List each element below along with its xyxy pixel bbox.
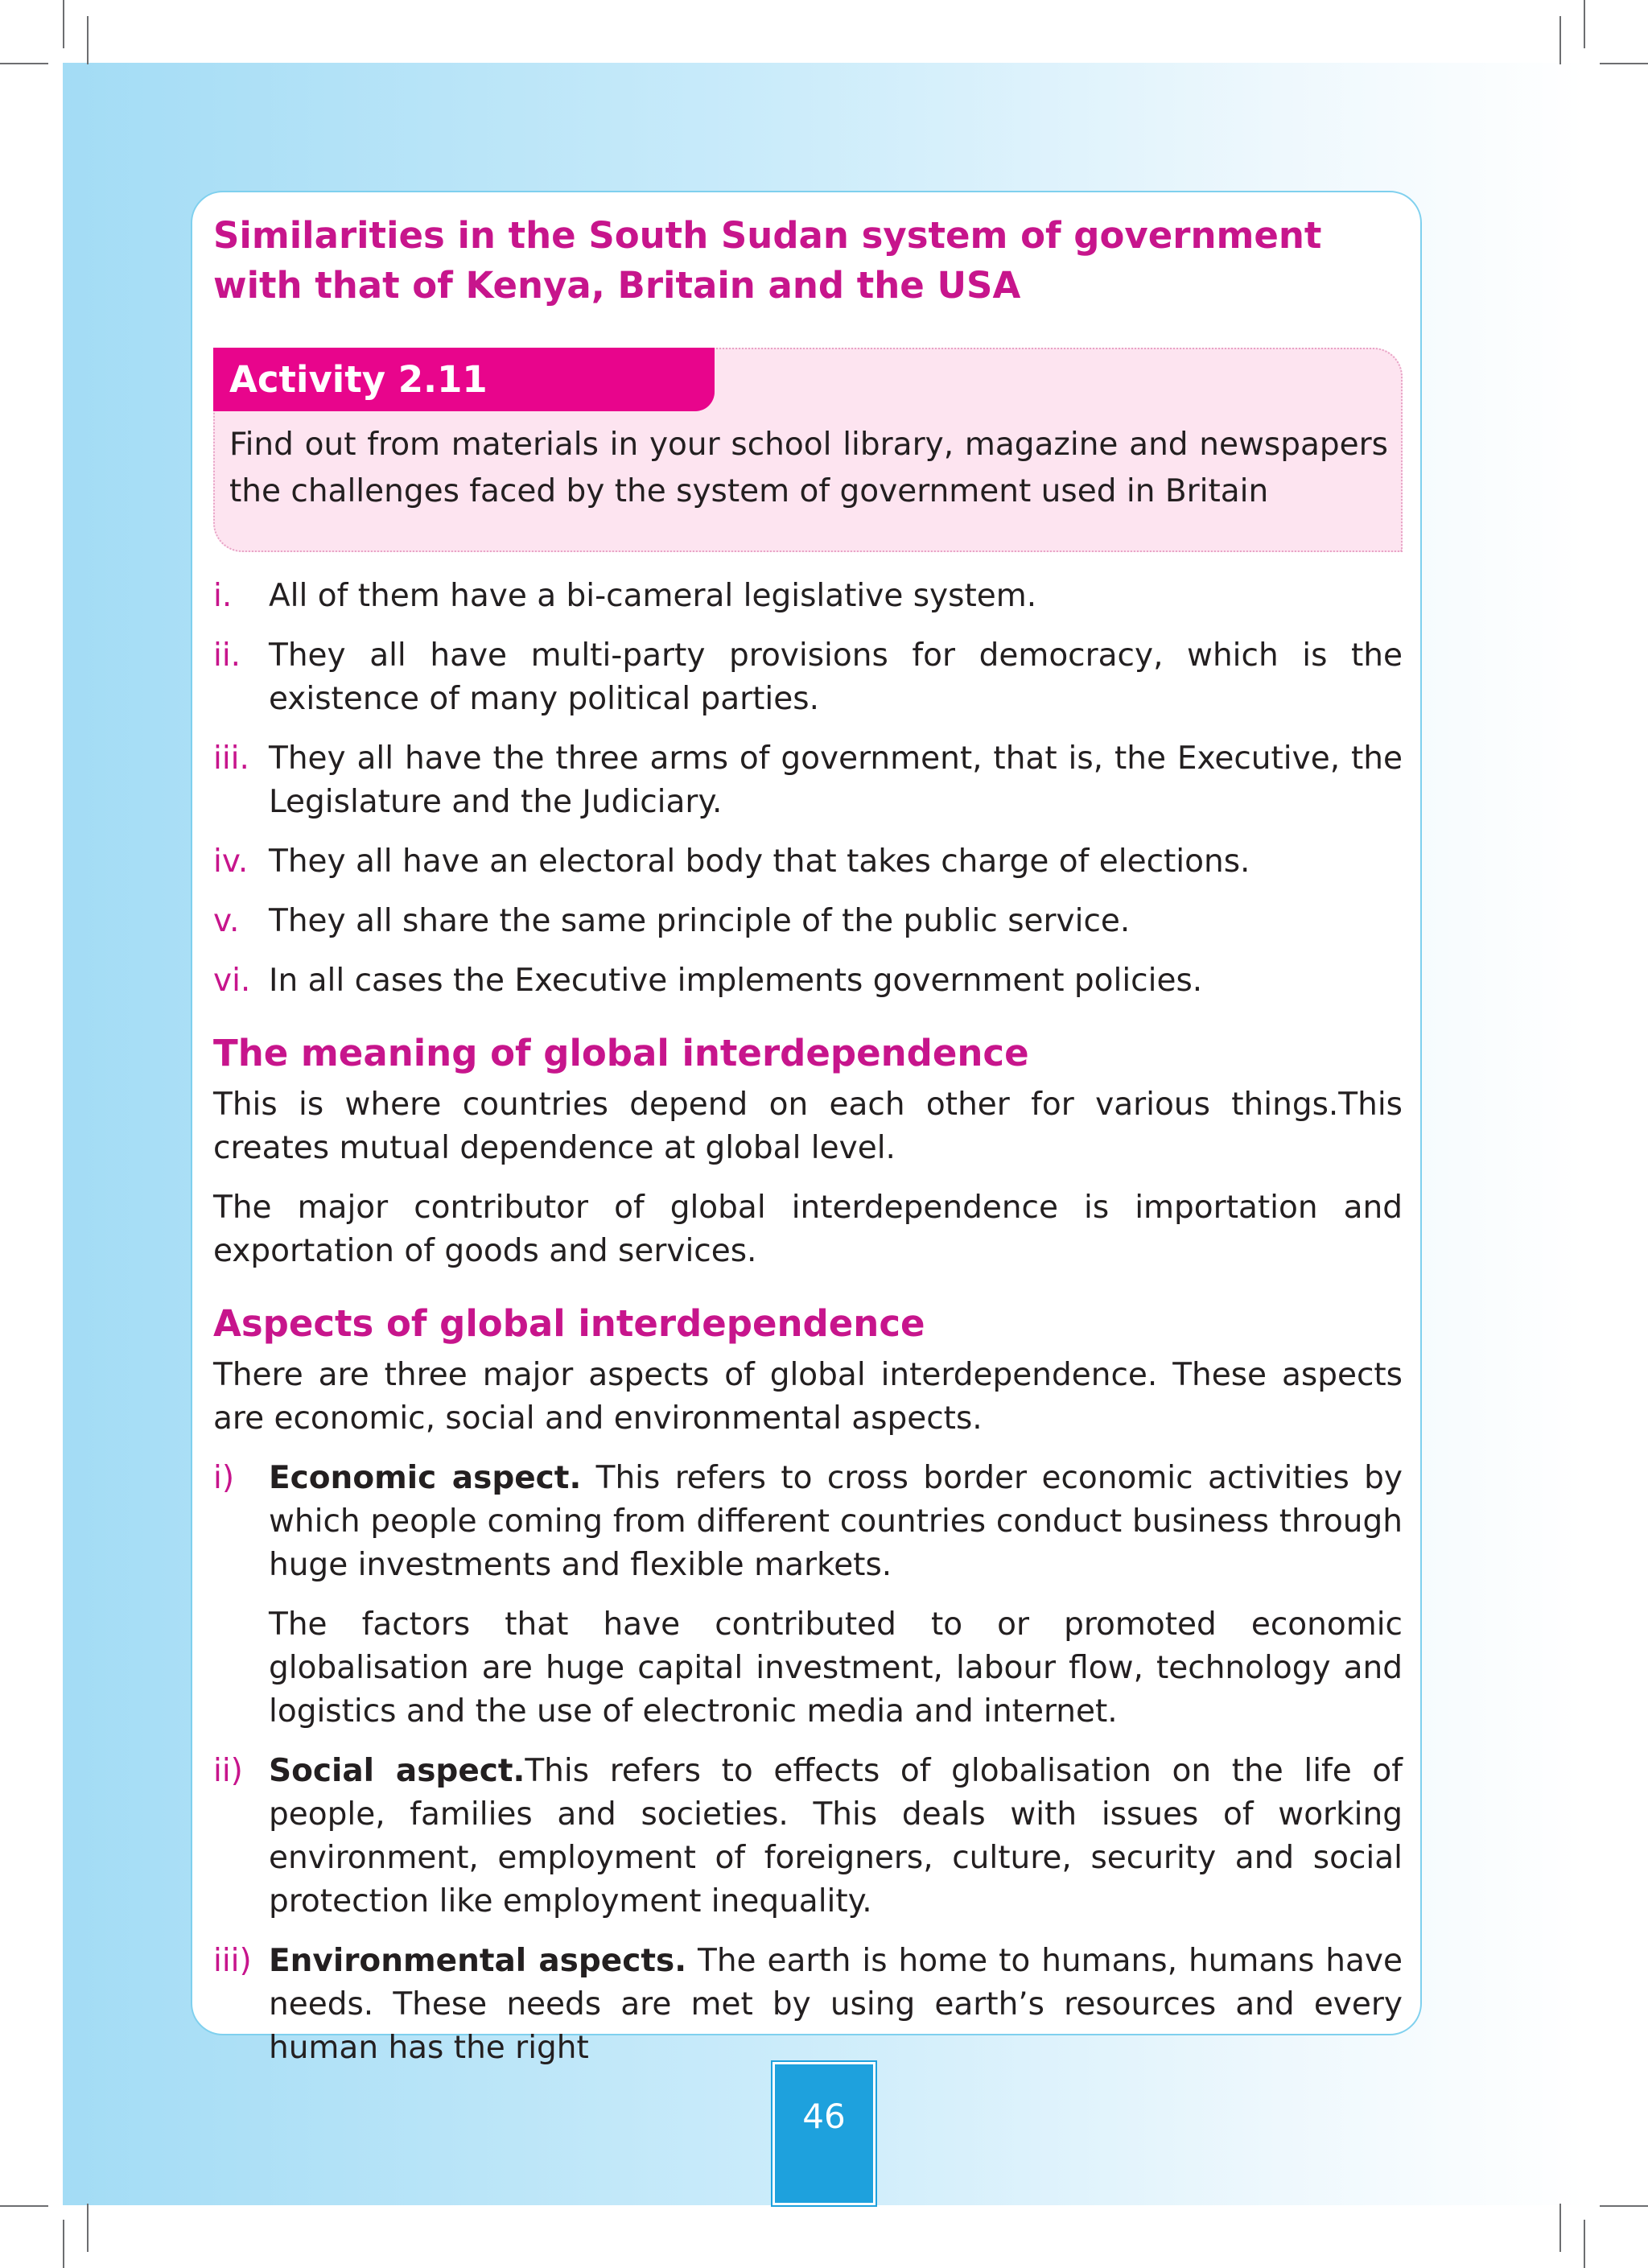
list-text: They all have multi-party provisions for democracy, which is the existence of many political parties.: [269, 637, 1403, 717]
paragraph: This is where countries depend on each other for various things.This creates mutual dependence at global level.: [213, 1087, 1403, 1166]
aspects-list: [213, 1457, 1403, 2070]
list-lead: Economic aspect.: [269, 1460, 582, 1496]
list-item: [213, 1750, 1403, 1924]
page-number-box: [772, 2062, 876, 2205]
crop-mark: [63, 2220, 64, 2268]
list-item: [213, 575, 1403, 618]
list-number: i.: [213, 578, 233, 614]
list-text: They all have an electoral body that takes charge of elections.: [269, 843, 1250, 880]
paragraph: The major contributor of global interdependence is importation and exportation of goods and services.: [213, 1190, 1403, 1269]
list-number: iii.: [213, 740, 249, 777]
crop-mark: [0, 63, 48, 64]
section-heading-aspects: Aspects of global interdependence: [213, 1302, 925, 1345]
list-lead: Social aspect.: [269, 1753, 525, 1789]
page-content: [213, 211, 1403, 2086]
crop-mark: [63, 0, 64, 48]
list-item: [213, 840, 1403, 884]
activity-text: Find out from materials in your school library, magazine and newspapers the challenges faced by the system of government used in Britain: [229, 427, 1388, 509]
list-number: ii.: [213, 637, 241, 674]
list-text: They all share the same principle of the public service.: [269, 903, 1131, 939]
crop-mark: [87, 16, 89, 64]
list-lead: Environmental aspects.: [269, 1943, 687, 1979]
list-item: [213, 1457, 1403, 1587]
list-text: They all have the three arms of government, that is, the Executive, the Legislature and the Judiciary.: [269, 740, 1403, 820]
list-item: [213, 634, 1403, 721]
list-item: [213, 1940, 1403, 2070]
crop-mark: [1600, 2205, 1648, 2207]
activity-box: [213, 348, 1403, 552]
list-text: In all cases the Executive implements government policies.: [269, 963, 1203, 999]
list-item: [213, 959, 1403, 1003]
list-number: vi.: [213, 963, 251, 999]
crop-mark: [0, 2205, 48, 2207]
list-number: iv.: [213, 843, 249, 880]
crop-mark: [1584, 2220, 1585, 2268]
paragraph: There are three major aspects of global interdependence. These aspects are economic, social and environmental aspects.: [213, 1357, 1403, 1437]
list-text: This refers to cross border economic activities by which people coming from different countries conduct business through huge investments and flexible markets.: [269, 1460, 1403, 1583]
list-item: [213, 900, 1403, 943]
list-number: v.: [213, 903, 240, 939]
list-text: The earth is home to humans, humans have needs. These needs are met by using earth’s resources and every human has the right: [269, 1943, 1403, 2066]
activity-label: Activity 2.11: [213, 348, 715, 411]
crop-mark: [87, 2204, 89, 2252]
list-number: iii): [213, 1943, 252, 1979]
list-number: ii): [213, 1753, 243, 1789]
crop-mark: [1600, 63, 1648, 64]
list-number: i): [213, 1460, 235, 1496]
section-heading-similarities: Similarities in the South Sudan system of government with that of Kenya, Britain and the USA: [213, 214, 1322, 307]
list-item-continuation: The factors that have contributed to or promoted economic globalisation are huge capital investment, labour flow, technology and logistics and the use of electronic media and internet.: [269, 1606, 1403, 1730]
crop-mark: [1559, 16, 1561, 64]
crop-mark: [1584, 0, 1585, 48]
crop-mark: [1559, 2204, 1561, 2252]
similarities-list: [213, 575, 1403, 1003]
list-text: All of them have a bi-cameral legislative system.: [269, 578, 1037, 614]
section-heading-meaning: The meaning of global interdependence: [213, 1032, 1029, 1074]
page-number: 46: [802, 2097, 846, 2136]
list-text: This refers to effects of globalisation on the life of people, families and societies. This deals with issues of working environment, employment of foreigners, culture, security and social protection like employment inequality.: [269, 1753, 1403, 1920]
list-item: [213, 737, 1403, 824]
